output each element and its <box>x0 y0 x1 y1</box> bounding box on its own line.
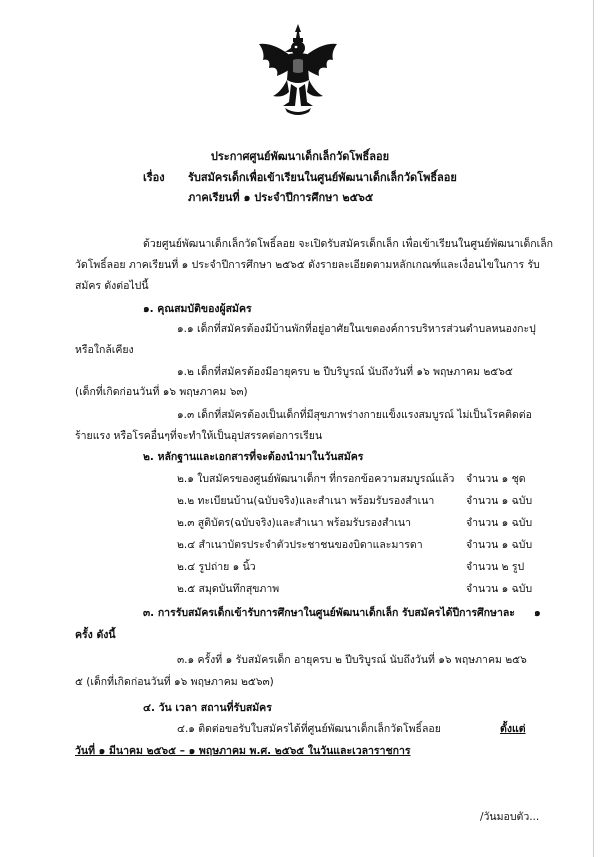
intro-line-2: วัดโพธิ์ลอย ภาคเรียนที่ ๑ ประจำปีการศึกษา ๒๕๖๕ ดังรายละเอียดตามหลักเกณฑ์และเงื่อนไขในการ รับ <box>75 259 540 271</box>
doc-item-qty: จำนวน ๑ ชุด <box>466 473 526 485</box>
announcement-title: ประกาศศูนย์พัฒนาเด็กเล็กวัดโพธิ์ลอย <box>210 150 390 163</box>
section-3-item-1: ๓.๑ ครั้งที่ ๑ รับสมัครเด็ก อายุครบ ๒ ปีบริบูรณ์ นับถึงวันที่ ๑๖ พฤษภาคม ๒๕๖ <box>177 654 527 666</box>
section-4-item-1-since: ตั้งแต่ <box>500 723 526 735</box>
garuda-emblem-icon <box>255 22 341 118</box>
section-1-item-1: ๑.๑ เด็กที่สมัครต้องมีบ้านพักที่อยู่อาศัยในเขตองค์การบริหารส่วนตำบลหนองกะปุ <box>177 323 536 335</box>
section-4-item-1: ๔.๑ ติดต่อขอรับใบสมัครได้ที่ศูนย์พัฒนาเด็กเล็กวัดโพธิ์ลอย <box>177 723 441 735</box>
section-3-count: ๑ <box>534 607 541 619</box>
doc-item-qty: จำนวน ๒ รูป <box>466 561 525 573</box>
section-1-item-3-cont: ร้ายแรง หรือโรคอื่นๆที่จะทำให้เป็นอุปสรรคต่อการเรียน <box>75 430 323 442</box>
doc-item-qty: จำนวน ๑ ฉบับ <box>466 583 533 595</box>
continued-note: /วันมอบตัว... <box>480 811 540 823</box>
section-4-heading: ๔. วัน เวลา สถานที่รับสมัคร <box>143 702 272 714</box>
section-1-item-3: ๑.๓ เด็กที่สมัครต้องเป็นเด็กที่มีสุขภาพร่างกายแข็งแรงสมบูรณ์ ไม่เป็นโรคติดต่อ <box>177 409 532 421</box>
section-3-item-1-cont: ๕ (เด็กที่เกิดก่อนวันที่ ๑๖ พฤษภาคม ๒๕๖๓) <box>75 676 274 688</box>
doc-item-qty: จำนวน ๑ ฉบับ <box>466 517 533 529</box>
doc-item-qty: จำนวน ๑ ฉบับ <box>466 539 533 551</box>
section-3-heading-cont: ครั้ง ดังนี้ <box>75 629 116 641</box>
section-1-heading: ๑. คุณสมบัติของผู้สมัคร <box>143 303 252 315</box>
intro-line-1: ด้วยศูนย์พัฒนาเด็กเล็กวัดโพธิ์ลอย จะเปิดรับสมัครเด็กเล็ก เพื่อเข้าเรียนในศูนย์พัฒนาเด็กเล็ก <box>143 238 554 250</box>
scan-edge-line <box>593 0 594 857</box>
section-3-heading: ๓. การรับสมัครเด็กเข้ารับการศึกษาในศูนย์พัฒนาเด็กเล็ก รับสมัครได้ปีการศึกษาละ <box>143 607 515 619</box>
doc-item-label: ๒.๒ ทะเบียนบ้าน(ฉบับจริง)และสำเนา พร้อมรับรองสำเนา <box>177 495 435 507</box>
section-1-item-2: ๑.๒ เด็กที่สมัครต้องมีอายุครบ ๒ ปีบริบูรณ์ นับถึงวันที่ ๑๖ พฤษภาคม ๒๕๖๕ <box>177 366 513 378</box>
doc-item-qty: จำนวน ๑ ฉบับ <box>466 495 533 507</box>
section-1-item-1-cont: หรือใกล้เคียง <box>75 344 134 356</box>
term-text: ภาคเรียนที่ ๑ ประจำปีการศึกษา ๒๕๖๕ <box>188 191 374 204</box>
doc-item-label: ๒.๑ ใบสมัครของศูนย์พัฒนาเด็กฯ ที่กรอกข้อความสมบูรณ์แล้ว <box>177 473 455 485</box>
doc-item-label: ๒.๔ รูปถ่าย ๑ นิ้ว <box>177 561 256 573</box>
section-4-item-1-dates: วันที่ ๑ มีนาคม ๒๕๖๕ – ๑ พฤษภาคม พ.ศ. ๒๕๖๕ ในวันและเวลาราชการ <box>75 745 411 757</box>
subject-label: เรื่อง <box>143 171 165 184</box>
doc-item-label: ๒.๓ สูติบัตร(ฉบับจริง)และสำเนา พร้อมรับรองสำเนา <box>177 517 411 529</box>
section-2-heading: ๒. หลักฐานและเอกสารที่จะต้องนำมาในวันสมัคร <box>143 451 364 463</box>
subject-text: รับสมัครเด็กเพื่อเข้าเรียนในศูนย์พัฒนาเด็กเล็กวัดโพธิ์ลอย <box>188 171 457 184</box>
doc-item-label: ๒.๔ สำเนาบัตรประจำตัวประชาชนของบิดาและมารดา <box>177 539 423 551</box>
section-1-item-2-cont: (เด็กที่เกิดก่อนวันที่ ๑๖ พฤษภาคม ๖๓) <box>75 386 248 398</box>
doc-item-label: ๒.๕ สมุดบันทึกสุขภาพ <box>177 583 280 595</box>
intro-line-3: สมัคร ดังต่อไปนี้ <box>75 280 149 292</box>
